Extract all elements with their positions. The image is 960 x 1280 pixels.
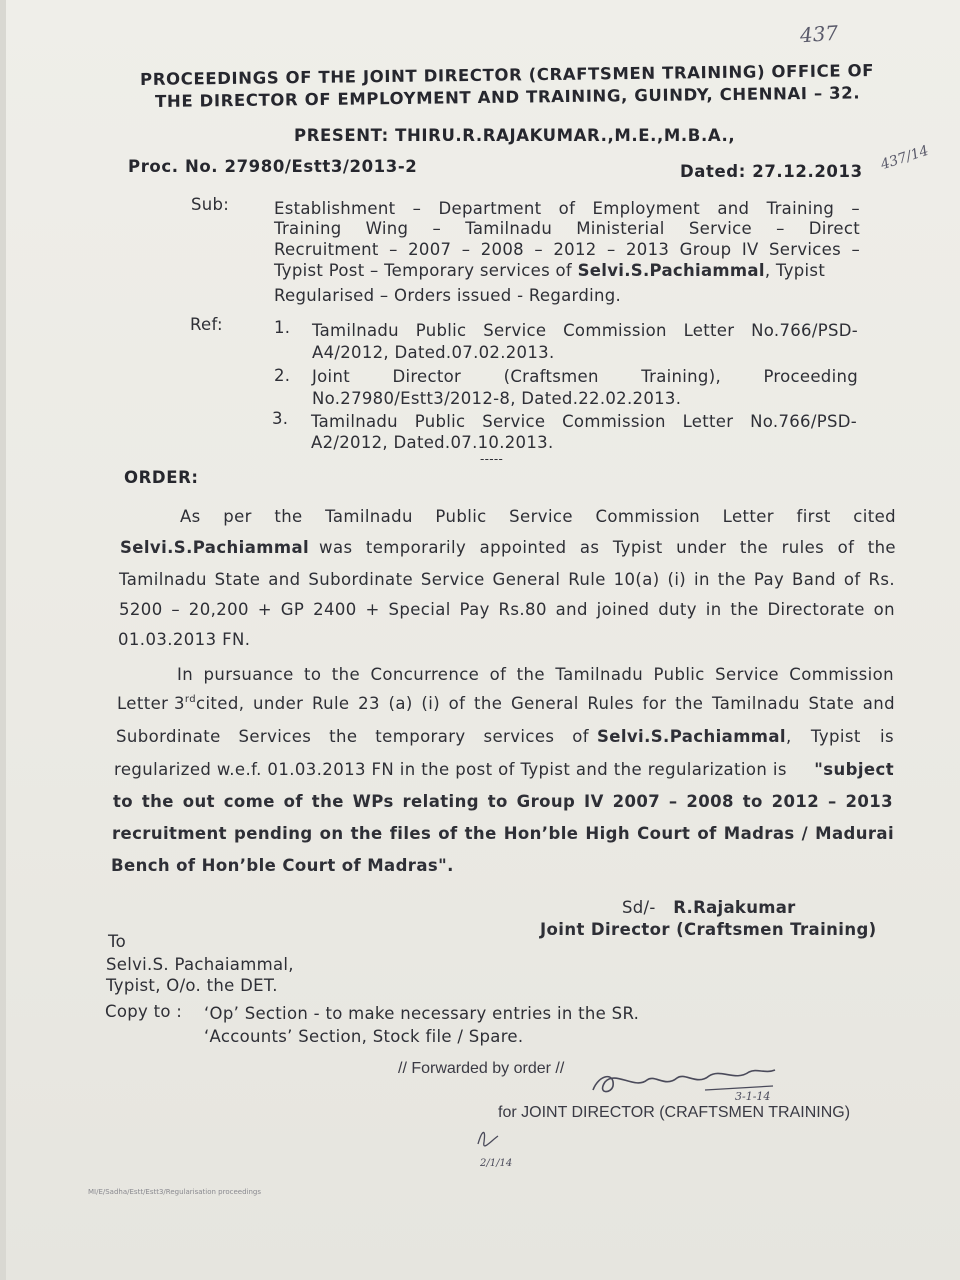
order-line-text: , Typist is	[786, 727, 894, 746]
order-line-text: cited, under Rule 23 (a) (i) of the General Rules for the Tamilnadu State and	[195, 694, 895, 713]
footer-file-path: MI/E/Sadha/Estt/Estt3/Regularisation proceedings	[88, 1188, 261, 1196]
proc-number: Proc. No. 27980/Estt3/2013-2	[128, 157, 418, 176]
order-line: Bench of Hon’ble Court of Madras".	[111, 856, 454, 875]
ref-number: 2.	[274, 366, 291, 385]
handwritten-margin-note: 437/14	[878, 142, 931, 174]
sd-mark: Sd/-	[622, 898, 656, 917]
present-line: PRESENT: THIRU.R.RAJAKUMAR.,M.E.,M.B.A.,	[294, 126, 736, 145]
sub-line: Training Wing – Tamilnadu Ministerial Service – Direct	[274, 219, 860, 238]
svg-text:3-1-14: 3-1-14	[735, 1090, 771, 1103]
order-line: 01.03.2013 FN.	[118, 630, 251, 649]
order-line: As per the Tamilnadu Public Service Commission Letter first cited	[180, 507, 896, 526]
order-line	[114, 760, 894, 779]
ref-item-line: Tamilnadu Public Service Commission Letter No.766/PSD-	[312, 321, 858, 340]
order-line	[117, 694, 895, 713]
dated: Dated: 27.12.2013	[680, 162, 863, 181]
sub-line: Recruitment – 2007 – 2008 – 2012 – 2013 Group IV Services –	[274, 240, 860, 259]
ref-item-line: No.27980/Estt3/2012-8, Dated.22.02.2013.	[312, 389, 682, 408]
forwarded-by-order: // Forwarded by order //	[398, 1060, 565, 1077]
to-line: Typist, O/o. the DET.	[106, 976, 278, 995]
svg-text:2/1/14: 2/1/14	[480, 1158, 513, 1169]
ref-number: 3.	[272, 409, 289, 428]
copy-to-label: Copy to :	[105, 1002, 183, 1021]
signature-line	[622, 898, 796, 917]
for-joint-director: for JOINT DIRECTOR (CRAFTSMEN TRAINING)	[498, 1104, 851, 1121]
order-line-bold: "subject	[814, 760, 894, 779]
handwritten-initials	[472, 1122, 532, 1172]
order-line: In pursuance to the Concurrence of the Tamilnadu Public Service Commission	[177, 665, 894, 684]
to-label: To	[108, 932, 126, 951]
to-line: Selvi.S. Pachaiammal,	[106, 955, 294, 974]
sub-line-text: Typist Post – Temporary services of	[274, 261, 573, 280]
order-line: Tamilnadu State and Subordinate Service General Rule 10(a) (i) in the Pay Band of Rs.	[119, 570, 895, 589]
handwritten-signature-1	[585, 1060, 795, 1105]
appointee-name: Selvi.S.Pachiammal	[120, 538, 310, 557]
order-line	[120, 538, 896, 557]
sub-name: Selvi.S.Pachiammal	[577, 261, 765, 280]
order-line	[116, 727, 894, 746]
sub-line	[274, 261, 825, 280]
ref-item-line: A2/2012, Dated.07.10.2013.	[311, 433, 554, 452]
signatory-name: R.Rajakumar	[673, 898, 796, 917]
order-line-text: Letter 3	[117, 694, 185, 713]
order-line: recruitment pending on the files of the Hon’ble High Court of Madras / Madurai	[112, 824, 894, 843]
handwritten-page-number: 437	[799, 20, 839, 48]
superscript: rd	[184, 694, 196, 705]
order-line: 5200 – 20,200 + GP 2400 + Special Pay Rs.80 and joined duty in the Directorate on	[119, 600, 895, 619]
ref-number: 1.	[274, 318, 291, 337]
sub-label: Sub:	[191, 195, 230, 214]
sub-line: Establishment – Department of Employment and Training –	[274, 199, 860, 218]
order-line-text: was temporarily appointed as Typist under the rules of the	[319, 538, 896, 557]
ref-rule: -----	[480, 452, 504, 466]
copy-line: ‘Op’ Section - to make necessary entries in the SR.	[204, 1004, 640, 1023]
ref-label: Ref:	[190, 315, 223, 334]
header-line-2: THE DIRECTOR OF EMPLOYMENT AND TRAINING, GUINDY, CHENNAI – 32.	[155, 83, 861, 111]
order-line-text: Subordinate Services the temporary services of	[116, 727, 589, 746]
ref-item-line: Tamilnadu Public Service Commission Letter No.766/PSD-	[311, 412, 857, 431]
copy-line: ‘Accounts’ Section, Stock file / Spare.	[204, 1027, 524, 1046]
sub-line-tail: , Typist	[764, 261, 826, 280]
order-line-text: regularized w.e.f. 01.03.2013 FN in the post of Typist and the regularization is	[114, 760, 787, 779]
sub-line: Regularised – Orders issued - Regarding.	[274, 286, 622, 305]
order-line: to the out come of the WPs relating to Group IV 2007 – 2008 to 2012 – 2013	[113, 792, 893, 811]
signatory-title: Joint Director (Craftsmen Training)	[540, 920, 877, 939]
ref-item-line: Joint Director (Craftsmen Training), Proceeding	[312, 367, 858, 386]
appointee-name: Selvi.S.Pachiammal	[596, 727, 786, 746]
order-heading: ORDER:	[124, 468, 199, 487]
ref-item-line: A4/2012, Dated.07.02.2013.	[312, 343, 555, 362]
page-edge-shadow	[0, 0, 6, 1280]
header-line-1: PROCEEDINGS OF THE JOINT DIRECTOR (CRAFTSMEN TRAINING) OFFICE OF	[140, 61, 875, 89]
